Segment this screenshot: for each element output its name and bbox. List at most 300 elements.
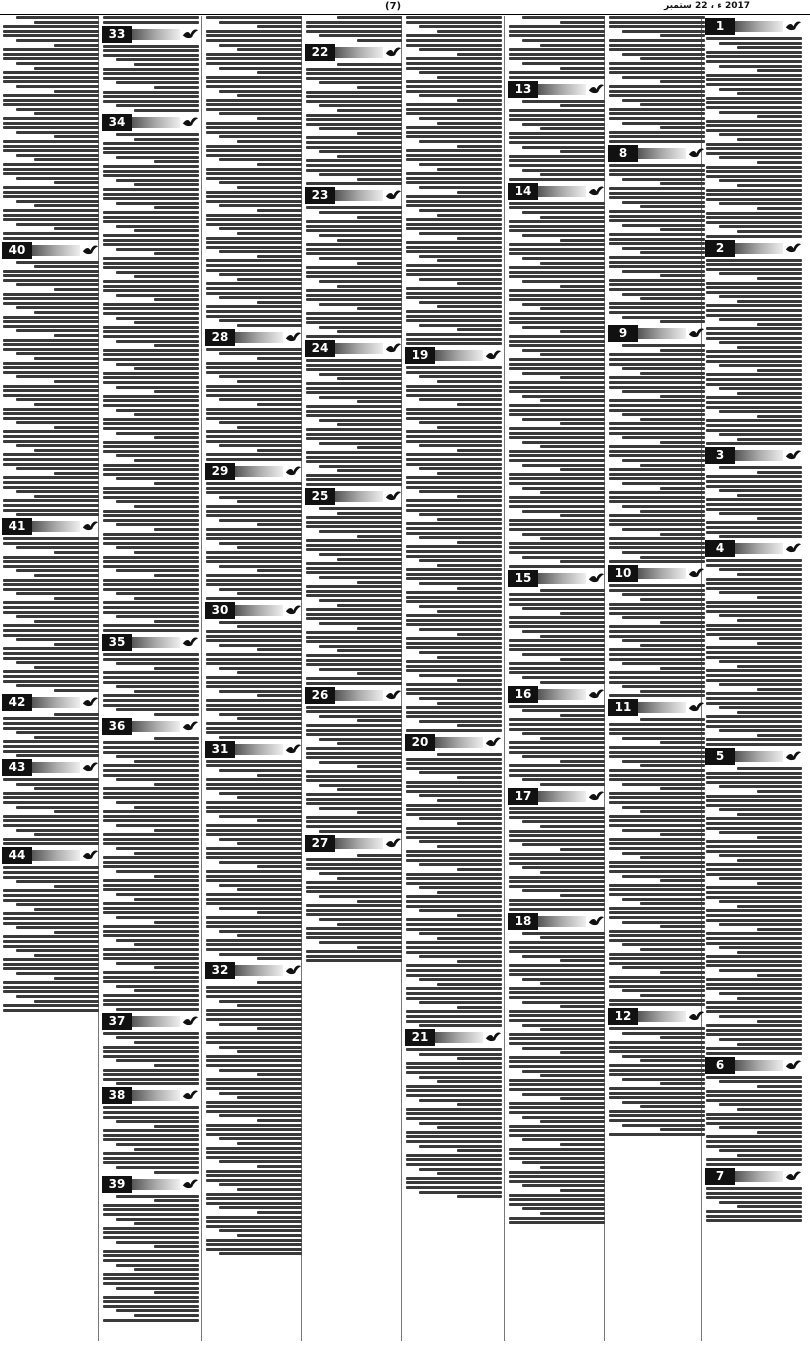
text-line [3, 195, 99, 198]
article-text [102, 1195, 200, 1322]
text-line [609, 824, 705, 827]
text-line [3, 894, 99, 897]
text-line [219, 690, 302, 693]
text-line [522, 709, 605, 712]
text-line [103, 658, 199, 661]
text-line [609, 1096, 705, 1099]
text-line [509, 57, 605, 60]
article-section [508, 686, 606, 786]
text-line [103, 838, 199, 841]
dove-icon [182, 27, 199, 42]
text-line [706, 891, 802, 894]
text-line [706, 1219, 802, 1222]
text-line [509, 807, 605, 810]
text-line [103, 353, 199, 356]
text-line [540, 491, 605, 494]
text-line [522, 326, 605, 329]
text-line [406, 758, 502, 761]
text-line [357, 446, 402, 449]
article-section [508, 570, 606, 684]
text-line [3, 565, 99, 568]
text-line [609, 603, 705, 606]
dove-icon [82, 760, 99, 775]
text-line [757, 323, 802, 326]
text-line [103, 1069, 199, 1072]
text-line [306, 474, 402, 477]
text-line [306, 521, 402, 524]
text-line [509, 662, 605, 665]
text-line [719, 489, 802, 492]
text-line [134, 597, 199, 600]
text-line [509, 335, 605, 338]
text-line [357, 86, 402, 89]
dove-icon [688, 1009, 705, 1024]
text-line [609, 381, 705, 384]
article-text [102, 737, 200, 1011]
text-line [306, 816, 402, 819]
text-line [522, 211, 605, 214]
text-line [219, 421, 302, 424]
text-line [522, 533, 605, 536]
text-line [116, 477, 199, 480]
text-line [522, 234, 605, 237]
text-line [406, 808, 502, 811]
text-line [719, 111, 802, 114]
section-number: 39 [102, 1176, 132, 1193]
text-line [206, 1174, 302, 1177]
article-section [705, 748, 803, 1055]
text-line [257, 694, 302, 697]
text-line [609, 117, 705, 120]
text-line [540, 173, 605, 176]
article-text [608, 1027, 706, 1136]
text-line [319, 784, 402, 787]
text-line [719, 637, 802, 640]
text-line [419, 651, 502, 654]
text-line [103, 234, 199, 237]
text-line [34, 736, 99, 739]
article-text [305, 854, 403, 963]
text-line [406, 435, 502, 438]
text-line [306, 100, 402, 103]
text-line [103, 510, 199, 513]
text-line [609, 283, 705, 286]
text-line [406, 181, 502, 184]
text-line [609, 648, 705, 651]
continued-text [205, 16, 303, 327]
text-line [206, 315, 302, 318]
text-line [3, 481, 99, 484]
section-number: 32 [205, 962, 235, 979]
text-line [706, 1145, 802, 1148]
text-line [737, 46, 802, 49]
text-line [103, 257, 199, 260]
text-line [206, 847, 302, 850]
text-line [34, 449, 99, 452]
text-line [406, 877, 502, 880]
section-number: 26 [305, 687, 335, 704]
article-text [705, 1076, 803, 1166]
article-section [508, 788, 606, 911]
text-line [3, 463, 99, 466]
text-line [509, 1198, 605, 1201]
text-line [103, 930, 199, 933]
article-section [102, 1087, 200, 1173]
text-line [54, 44, 99, 47]
text-line [306, 913, 402, 916]
text-line [706, 725, 802, 728]
text-line [3, 412, 99, 415]
text-line [103, 1129, 199, 1132]
text-line [206, 264, 302, 267]
text-line [706, 863, 802, 866]
text-line [116, 432, 199, 435]
gradient-bar [235, 332, 283, 343]
text-line [437, 214, 502, 217]
section-number: 15 [508, 570, 538, 587]
text-line [706, 909, 802, 912]
text-line [103, 911, 199, 914]
text-line [457, 191, 502, 194]
text-line [540, 537, 605, 540]
text-line [609, 1041, 705, 1044]
text-line [406, 131, 502, 134]
text-line [34, 495, 99, 498]
text-line [757, 642, 802, 645]
text-line [16, 995, 99, 998]
article-section [705, 1168, 803, 1222]
text-line [419, 1024, 502, 1027]
text-line [319, 442, 402, 445]
text-line [640, 297, 705, 300]
text-line [509, 413, 605, 416]
text-line [509, 363, 605, 366]
text-line [16, 352, 99, 355]
text-line [622, 293, 705, 296]
gradient-bar [132, 117, 180, 128]
text-line [206, 639, 302, 642]
text-line [509, 432, 605, 435]
text-line [306, 159, 402, 162]
text-line [103, 95, 199, 98]
text-line [16, 615, 99, 618]
text-line [16, 421, 99, 424]
text-line [509, 546, 605, 549]
text-line [306, 779, 402, 782]
text-line [457, 328, 502, 331]
text-line [509, 603, 605, 606]
text-line [406, 1158, 502, 1161]
section-header [102, 1176, 200, 1193]
text-line [706, 485, 802, 488]
text-line [406, 969, 502, 972]
text-line [319, 150, 402, 153]
text-line [16, 903, 99, 906]
text-line [116, 1218, 199, 1221]
section-header [102, 1087, 200, 1104]
text-line [509, 1129, 605, 1132]
gradient-bar [735, 21, 783, 32]
section-header [508, 183, 606, 200]
text-line [306, 724, 402, 727]
text-line [154, 206, 199, 209]
text-line [622, 99, 705, 102]
text-line [103, 487, 199, 490]
text-line [257, 523, 302, 526]
text-line [622, 53, 705, 56]
text-line [306, 932, 402, 935]
text-line [319, 507, 402, 510]
text-line [206, 556, 302, 559]
text-line [437, 259, 502, 262]
text-line [609, 962, 705, 965]
article-section [305, 340, 403, 486]
text-line [509, 528, 605, 531]
text-line [54, 90, 99, 93]
text-line [609, 108, 705, 111]
text-line [522, 349, 605, 352]
text-line [3, 293, 99, 296]
text-line [706, 795, 802, 798]
text-line [206, 122, 302, 125]
text-line [206, 685, 302, 688]
text-line [660, 925, 705, 928]
text-line [134, 459, 199, 462]
text-line [103, 381, 199, 384]
text-line [103, 1032, 199, 1035]
text-line [609, 893, 705, 896]
text-line [622, 270, 705, 273]
text-line [509, 109, 605, 112]
text-line [257, 569, 302, 572]
text-line [103, 1106, 199, 1109]
text-line [103, 197, 199, 200]
text-line [337, 330, 402, 333]
text-line [719, 156, 802, 159]
text-line [406, 831, 502, 834]
text-line [103, 948, 199, 951]
text-line [206, 879, 302, 882]
text-line [3, 838, 99, 841]
text-line [706, 886, 802, 889]
text-line [737, 92, 802, 95]
text-line [719, 1149, 802, 1152]
text-line [706, 337, 802, 340]
text-line [306, 802, 402, 805]
text-line [509, 159, 605, 162]
text-line [419, 582, 502, 585]
text-line [509, 496, 605, 499]
text-line [103, 653, 199, 656]
text-line [509, 473, 605, 476]
article-text [305, 507, 403, 685]
text-line [719, 683, 802, 686]
text-line [522, 978, 605, 981]
text-line [219, 667, 302, 670]
text-line [609, 473, 705, 476]
text-line [509, 598, 605, 601]
text-line [719, 295, 802, 298]
text-line [237, 140, 302, 143]
text-line [609, 519, 705, 522]
text-line [509, 519, 605, 522]
text-line [622, 639, 705, 642]
text-line [206, 727, 302, 730]
article-section [102, 634, 200, 716]
text-line [3, 796, 99, 799]
section-header [608, 1008, 706, 1025]
text-line [206, 990, 302, 993]
text-line [509, 964, 605, 967]
article-section [102, 26, 200, 112]
text-line [509, 946, 605, 949]
text-line [609, 907, 705, 910]
text-line [337, 742, 402, 745]
text-line [437, 656, 502, 659]
section-number: 12 [608, 1008, 638, 1025]
article-text [508, 202, 606, 568]
text-line [306, 631, 402, 634]
section-header [508, 686, 606, 703]
text-line [719, 535, 802, 538]
text-line [706, 383, 802, 386]
dove-icon [588, 571, 605, 586]
text-line [206, 172, 302, 175]
text-line [406, 1177, 502, 1180]
text-line [719, 179, 802, 182]
text-line [660, 787, 705, 790]
text-line [16, 154, 99, 157]
section-header [705, 540, 803, 557]
text-line [419, 421, 502, 424]
article-section [205, 741, 303, 961]
text-line [206, 200, 302, 203]
text-line [406, 987, 502, 990]
text-line [103, 902, 199, 905]
text-line [509, 317, 605, 320]
text-line [509, 459, 605, 462]
text-line [103, 1152, 199, 1155]
text-line [609, 450, 705, 453]
text-line [257, 957, 302, 960]
text-line [54, 227, 99, 230]
section-header [705, 18, 803, 35]
text-line [306, 77, 402, 80]
text-line [437, 845, 502, 848]
text-line [319, 807, 402, 810]
text-line [406, 108, 502, 111]
text-line [609, 778, 705, 781]
text-line [706, 776, 802, 779]
text-line [509, 880, 605, 883]
text-line [206, 653, 302, 656]
text-line [16, 467, 99, 470]
text-line [737, 859, 802, 862]
text-line [103, 1046, 199, 1049]
section-number: 42 [2, 694, 32, 711]
text-line [116, 916, 199, 919]
text-line [406, 790, 502, 793]
text-line [622, 390, 705, 393]
text-line [306, 585, 402, 588]
text-line [406, 591, 502, 594]
text-line [306, 30, 402, 33]
text-line [306, 590, 402, 593]
text-line [306, 936, 402, 939]
text-line [219, 1206, 302, 1209]
article-text [508, 807, 606, 911]
text-line [337, 877, 402, 880]
text-line [457, 776, 502, 779]
article-section [608, 325, 706, 563]
text-line [406, 688, 502, 691]
text-line [609, 671, 705, 674]
text-line [134, 1148, 199, 1151]
text-line [706, 286, 802, 289]
text-line [437, 305, 502, 308]
text-line [509, 202, 605, 205]
text-line [206, 875, 302, 878]
text-line [509, 289, 605, 292]
text-line [103, 77, 199, 80]
text-line [609, 112, 705, 115]
text-line [406, 1015, 502, 1018]
text-line [509, 1217, 605, 1220]
text-line [509, 741, 605, 744]
text-line [154, 1064, 199, 1067]
text-line [206, 1216, 302, 1219]
text-line [103, 751, 199, 754]
text-line [640, 644, 705, 647]
article-text [405, 753, 503, 1027]
text-line [706, 1187, 802, 1190]
text-line [640, 372, 705, 375]
text-line [609, 694, 705, 697]
dove-icon [588, 914, 605, 929]
text-line [237, 48, 302, 51]
text-line [406, 1181, 502, 1184]
section-header [2, 847, 100, 864]
text-line [737, 392, 802, 395]
text-line [540, 589, 605, 592]
text-line [719, 969, 802, 972]
gradient-bar [638, 148, 686, 159]
column-6 [205, 16, 303, 1341]
column-4 [405, 16, 503, 1341]
text-line [706, 1052, 802, 1055]
text-line [206, 939, 302, 942]
text-line [622, 783, 705, 786]
text-line [706, 1094, 802, 1097]
text-line [237, 888, 302, 891]
text-line [509, 141, 605, 144]
text-line [509, 1180, 605, 1183]
text-line [609, 422, 705, 425]
text-line [3, 435, 99, 438]
text-line [16, 62, 99, 65]
text-line [306, 229, 402, 232]
text-line [609, 514, 705, 517]
text-line [609, 219, 705, 222]
column-divider [201, 16, 202, 1341]
dove-icon [785, 1169, 802, 1184]
text-line [103, 188, 199, 191]
text-line [609, 911, 705, 914]
article-text [102, 653, 200, 716]
text-line [116, 662, 199, 665]
section-header [2, 694, 100, 711]
dove-icon [688, 700, 705, 715]
